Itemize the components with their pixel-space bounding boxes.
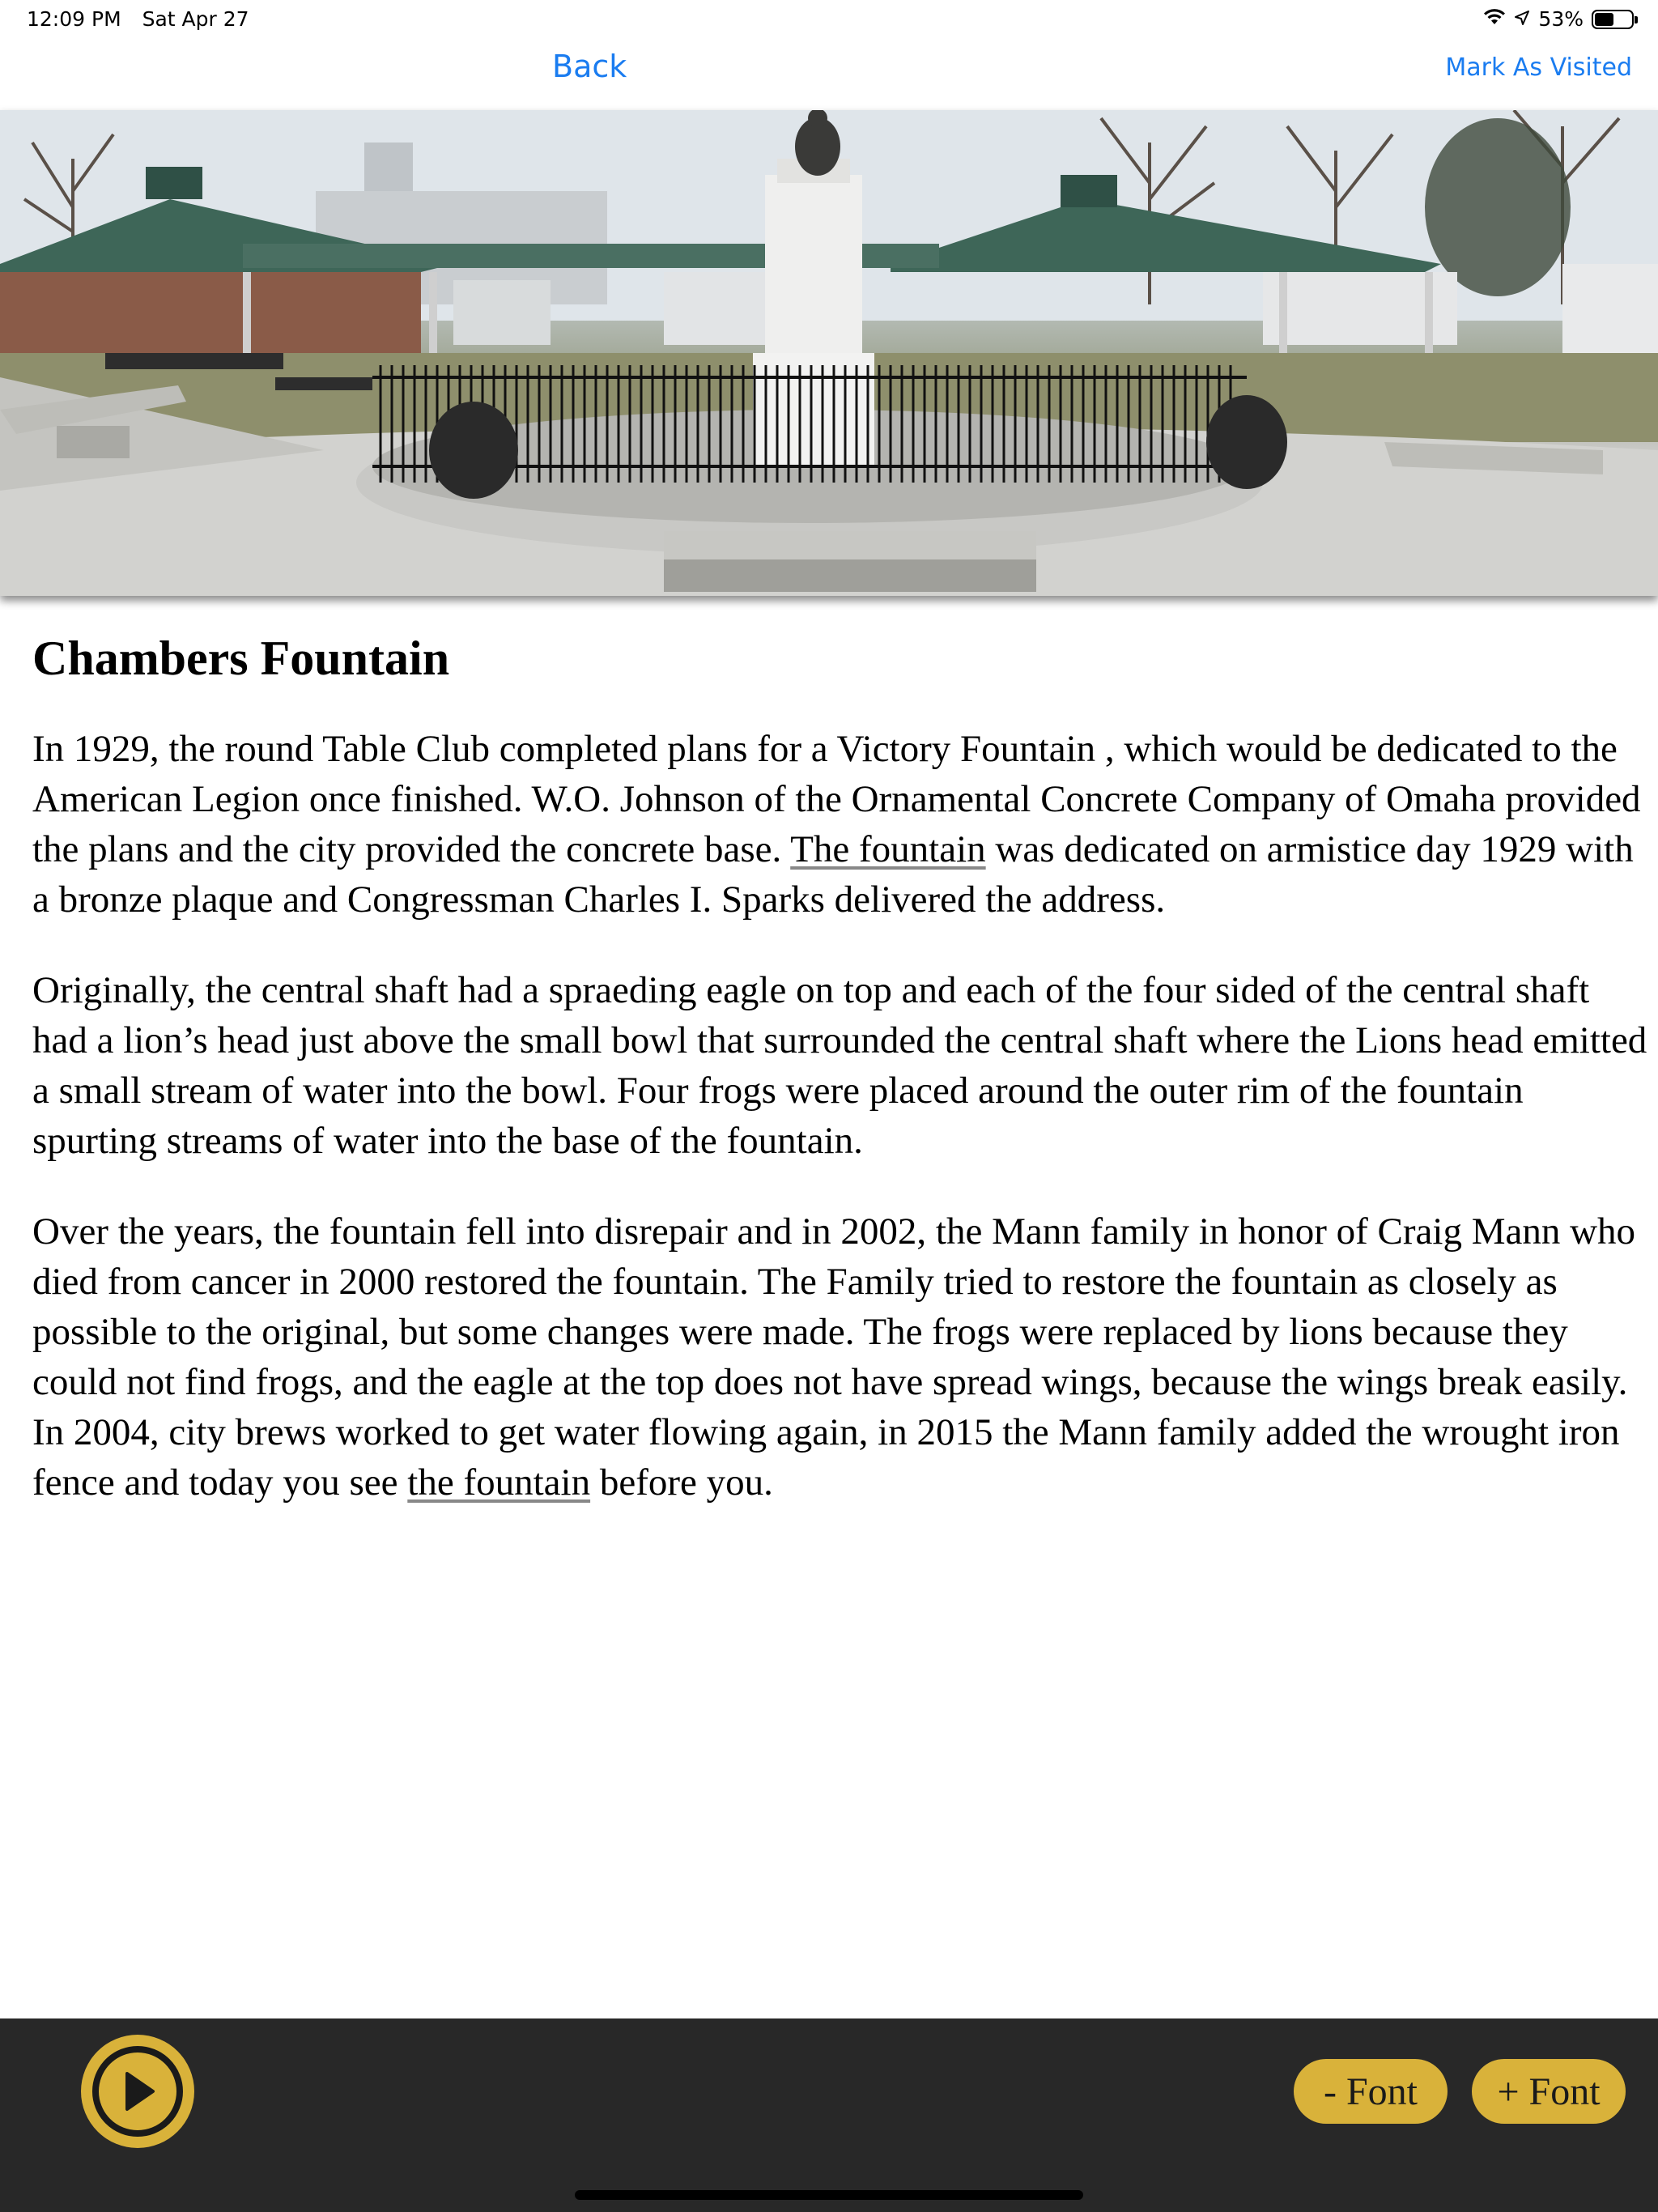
battery-level <box>1595 13 1613 26</box>
status-right <box>1483 7 1634 31</box>
status-time: 12:09 PM <box>27 7 121 31</box>
decrease-font-button[interactable]: - Font <box>1294 2059 1448 2124</box>
play-icon <box>92 2046 183 2137</box>
paragraph-3-text-a: Over the years, the fountain fell into disrepair and in 2002, the Mann family in honor of Craig Mann who died from cancer in 2000 restored the fountain. The Family tried to restore the fountain as closely as possible to the original, but some changes were made. The frogs were replaced by lions because they could not find frogs, and the eagle at the top does not have spread wings, because the wings break easily. In 2004, city brews worked to get water flowing again, in 2015 the Mann family added the wrought iron fence and today you see <box>32 1210 1636 1504</box>
play-button[interactable] <box>81 2035 194 2148</box>
fountain-link-1[interactable]: The fountain <box>790 828 986 870</box>
bottom-toolbar <box>0 2018 1658 2212</box>
battery-tip <box>1635 16 1638 23</box>
location-arrow-icon <box>1514 7 1530 31</box>
fountain-photo <box>0 110 1658 596</box>
article-paragraph-2: Originally, the central shaft had a spraeding eagle on top and each of the four sided of the central shaft had a lion’s head just above the small bowl that surrounded the central shaft where the Lions head emitted a small stream of water into the bowl. Four frogs were placed around the outer rim of the fountain spurting streams of water into the base of the fountain. <box>32 969 1647 1162</box>
paragraph-1-text-b: was dedicated on armistice day 1929 with a bronze plaque and Congressman Charles I. Sparks delivered the address. <box>32 828 1634 921</box>
article-title: Chambers Fountain <box>32 632 450 685</box>
status-bar <box>0 0 1658 40</box>
home-indicator[interactable] <box>575 2190 1083 2200</box>
back-button[interactable]: Back <box>552 49 627 84</box>
battery-icon <box>1592 10 1634 29</box>
battery-percent: 53% <box>1538 7 1584 31</box>
fountain-link-2[interactable]: the fountain <box>407 1461 591 1504</box>
paragraph-1-text-a: In 1929, the round Table Club completed plans for a Victory Fountain , which would be dedicated to the American Legion once finished. W.O. Johnson of the Ornamental Concrete Company of Omaha provided the plans and the city provided the concrete base. <box>32 728 1641 870</box>
mark-as-visited-button[interactable]: Mark As Visited <box>1445 53 1632 82</box>
article <box>32 632 1647 1548</box>
wifi-icon <box>1483 7 1506 31</box>
increase-font-button[interactable]: + Font <box>1472 2059 1626 2124</box>
status-date: Sat Apr 27 <box>142 7 249 31</box>
status-left <box>27 7 264 31</box>
article-paragraph-3 <box>32 1206 1647 1508</box>
paragraph-3-text-b: before you. <box>590 1461 773 1504</box>
article-paragraph-1 <box>32 724 1647 925</box>
